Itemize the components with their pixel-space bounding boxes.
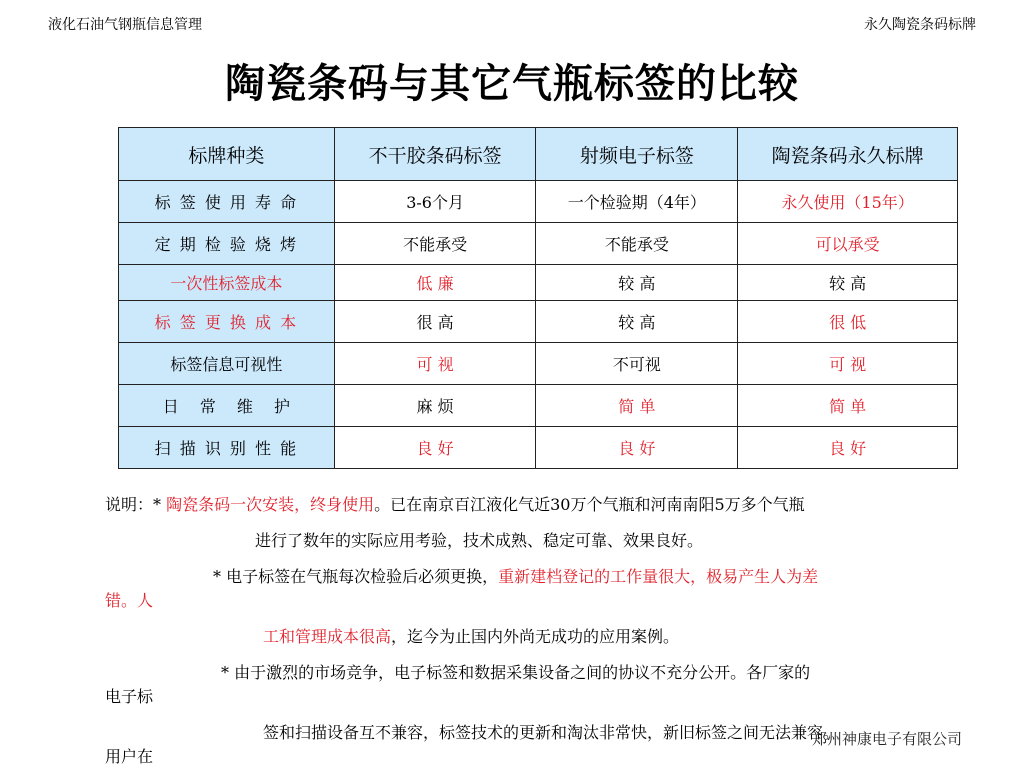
table-cell: 麻 烦 (334, 385, 536, 427)
row-label: 定 期 检 验 烧 烤 (119, 223, 335, 265)
table-cell: 简 单 (738, 385, 958, 427)
table-cell: 较 高 (738, 265, 958, 301)
table-row (119, 223, 958, 265)
note-line: 用户在 (105, 747, 154, 766)
col-header-sticker: 不干胶条码标签 (334, 128, 536, 181)
page-title: 陶瓷条码与其它气瓶标签的比较 (225, 61, 799, 107)
note-highlight: 工和管理成本很高 (263, 627, 392, 646)
table-cell: 不可视 (536, 343, 738, 385)
note-text: ，迄今为止国内外尚无成功的应用案例。 (391, 627, 680, 646)
table-cell: 良 好 (738, 427, 958, 469)
note-line (213, 566, 985, 588)
table-cell: 良 好 (536, 427, 738, 469)
table-cell: 简 单 (536, 385, 738, 427)
note-highlight: 陶瓷条码一次安装，终身使用 (166, 495, 375, 514)
note-line (105, 494, 985, 516)
note-line: 错。人 (105, 591, 154, 610)
table-cell: 不能承受 (334, 223, 536, 265)
table-row (119, 343, 958, 385)
table-header-row (119, 128, 958, 181)
table-cell: 可 视 (334, 343, 536, 385)
header-left-title: 液化石油气钢瓶信息管理 (48, 17, 202, 33)
table-cell: 一个检验期（4年） (536, 181, 738, 223)
note-line (263, 626, 975, 648)
table-row (119, 265, 958, 301)
table-row (119, 181, 958, 223)
note-prefix: 说明：* (105, 495, 167, 514)
comparison-table (118, 127, 958, 469)
row-label: 日 常 维 护 (119, 385, 335, 427)
footer-company: 郑州神康电子有限公司 (811, 730, 962, 748)
note-line: 签和扫描设备互不兼容，标签技术的更新和淘汰非常快，新旧标签之间无法兼容。 (263, 723, 840, 742)
note-text: * 电子标签在气瓶每次检验后必须更换， (213, 567, 499, 586)
table-row (119, 301, 958, 343)
col-header-ceramic: 陶瓷条码永久标牌 (738, 128, 958, 181)
note-line: 进行了数年的实际应用考验，技术成熟、稳定可靠、效果良好。 (255, 531, 704, 550)
col-header-type: 标牌种类 (119, 128, 335, 181)
note-line: * 由于激烈的市场竞争，电子标签和数据采集设备之间的协议不充分公开。各厂家的 (221, 663, 811, 682)
table-cell: 较 高 (536, 301, 738, 343)
table-cell: 很 低 (738, 301, 958, 343)
table-cell: 很 高 (334, 301, 536, 343)
table-cell: 可以承受 (738, 223, 958, 265)
row-label: 标签信息可视性 (119, 343, 335, 385)
table-cell: 较 高 (536, 265, 738, 301)
row-label: 标 签 更 换 成 本 (119, 301, 335, 343)
table-cell: 低 廉 (334, 265, 536, 301)
table-row (119, 385, 958, 427)
row-label: 标 签 使 用 寿 命 (119, 181, 335, 223)
table-cell: 不能承受 (536, 223, 738, 265)
note-highlight: 重新建档登记的工作量很大，极易产生人为差 (498, 567, 819, 586)
table-cell: 永久使用（15年） (738, 181, 958, 223)
table-cell: 3-6个月 (334, 181, 536, 223)
table-row (119, 427, 958, 469)
row-label: 扫 描 识 别 性 能 (119, 427, 335, 469)
col-header-rfid: 射频电子标签 (536, 128, 738, 181)
table-cell: 良 好 (334, 427, 536, 469)
note-line: 电子标 (105, 687, 154, 706)
header-right-title: 永久陶瓷条码标牌 (864, 17, 976, 33)
note-text: 。已在南京百江液化气近30万个气瓶和河南南阳5万多个气瓶 (374, 495, 805, 514)
table-cell: 可 视 (738, 343, 958, 385)
row-label: 一次性标签成本 (119, 265, 335, 301)
